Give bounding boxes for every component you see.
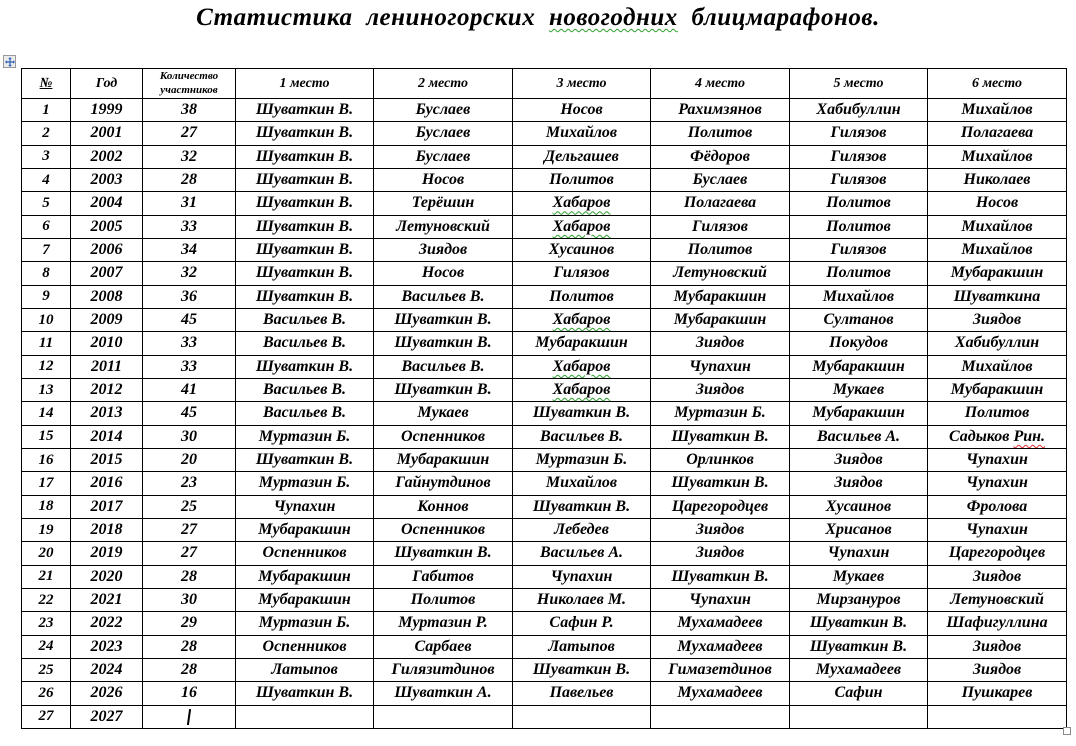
cell-place6[interactable]: Михайлов [928,145,1067,168]
cell-place4[interactable]: Мухамадеев [651,635,790,658]
cell-year[interactable]: 2017 [71,495,143,518]
table-row [22,262,1067,285]
cell-participants[interactable]: 30 [143,425,236,448]
cell-place3[interactable]: Политов [513,285,651,308]
table-row [22,122,1067,145]
table-row [22,425,1067,448]
cell-participants[interactable]: 23 [143,472,236,495]
cell-place1[interactable]: Шуваткин В. [236,99,374,122]
cell-place3[interactable]: Носов [513,99,651,122]
cell-place2[interactable]: Зиядов [374,238,513,261]
cell-participants[interactable]: 31 [143,192,236,215]
cell-year[interactable]: 2023 [71,635,143,658]
table-header-row [22,69,1067,99]
cell-place3[interactable]: Шуваткин В. [513,495,651,518]
cell-place4[interactable]: Мубаракшин [651,308,790,331]
cell-place3[interactable]: Михайлов [513,472,651,495]
cell-place6[interactable]: Зиядов [928,635,1067,658]
cell-place6[interactable]: Полагаева [928,122,1067,145]
cell-place2[interactable]: Габитов [374,565,513,588]
cell-place2[interactable]: Васильев В. [374,285,513,308]
cell-num[interactable]: 13 [22,378,71,401]
cell-participants[interactable]: 29 [143,612,236,635]
cell-place2[interactable]: Буслаев [374,122,513,145]
header-place3[interactable]: 3 место [513,69,651,99]
cell-year[interactable]: 2015 [71,448,143,471]
cell-place4[interactable]: Шуваткин В. [651,565,790,588]
cell-place3[interactable]: Шуваткин В. [513,658,651,681]
cell-num[interactable]: 26 [22,682,71,705]
cell-place5[interactable]: Гилязов [790,145,928,168]
table-row [22,682,1067,705]
cell-place5[interactable]: Мукаев [790,378,928,401]
table-row [22,402,1067,425]
table-row [22,635,1067,658]
cell-place3[interactable]: Хабаров [513,378,651,401]
cell-place6[interactable]: Михайлов [928,215,1067,238]
table-row [22,99,1067,122]
cell-place1[interactable]: Муртазин Б. [236,612,374,635]
cell-place2[interactable]: Шуваткин В. [374,332,513,355]
cell-place2[interactable]: Шуваткин В. [374,378,513,401]
cell-place6[interactable]: Садыков Рин. [928,425,1067,448]
cell-place6[interactable]: Чупахин [928,472,1067,495]
cell-place4[interactable]: Зиядов [651,378,790,401]
cell-year[interactable]: 2014 [71,425,143,448]
cell-place4[interactable]: Политов [651,238,790,261]
table-body [22,99,1067,729]
table-row [22,658,1067,681]
cell-place4[interactable]: Чупахин [651,355,790,378]
cell-place4[interactable]: Мухамадеев [651,612,790,635]
cell-year[interactable]: 2019 [71,542,143,565]
cell-place6[interactable]: Зиядов [928,565,1067,588]
stats-table [21,68,1067,729]
cell-place2[interactable]: Оспенников [374,518,513,541]
cell-place1[interactable]: Шуваткин В. [236,145,374,168]
cell-year[interactable]: 2007 [71,262,143,285]
cell-place5[interactable]: Султанов [790,308,928,331]
cell-participants[interactable]: 33 [143,332,236,355]
cell-num[interactable]: 17 [22,472,71,495]
cell-place6[interactable]: Фролова [928,495,1067,518]
cell-year[interactable]: 2009 [71,308,143,331]
table-row [22,588,1067,611]
cell-place6[interactable]: Летуновский [928,588,1067,611]
cell-year[interactable]: 2001 [71,122,143,145]
cell-place5[interactable]: Мубаракшин [790,355,928,378]
cell-place2[interactable]: Терёшин [374,192,513,215]
cell-place4[interactable]: Гилязов [651,215,790,238]
cell-place2[interactable]: Шуваткин В. [374,308,513,331]
cell-place5[interactable]: Хрисанов [790,518,928,541]
title-text-before: Статистика лениногорских [196,4,549,31]
cell-place1[interactable]: Шуваткин В. [236,355,374,378]
cell-place3[interactable]: Чупахин [513,565,651,588]
cell-place3[interactable]: Павельев [513,682,651,705]
cell-place6[interactable]: Царегородцев [928,542,1067,565]
cell-num[interactable]: 19 [22,518,71,541]
cell-place1[interactable]: Муртазин Б. [236,472,374,495]
cell-participants[interactable]: 27 [143,518,236,541]
table-row [22,285,1067,308]
cell-num[interactable]: 10 [22,308,71,331]
cell-place6[interactable]: Зиядов [928,308,1067,331]
cell-place5[interactable]: Зиядов [790,472,928,495]
cell-place5[interactable]: Мухамадеев [790,658,928,681]
cell-num[interactable]: 7 [22,238,71,261]
cell-num[interactable]: 6 [22,215,71,238]
table-row [22,355,1067,378]
table-row [22,448,1067,471]
cell-place5[interactable]: Гилязов [790,238,928,261]
cell-place1[interactable]: Муртазин Б. [236,425,374,448]
cell-place3[interactable]: Лебедев [513,518,651,541]
cell-place2[interactable]: Гилязитдинов [374,658,513,681]
cell-place6[interactable] [928,705,1067,728]
cell-participants[interactable]: 34 [143,238,236,261]
cell-place5[interactable]: Мубаракшин [790,402,928,425]
cell-num[interactable]: 14 [22,402,71,425]
cell-place2[interactable]: Буслаев [374,99,513,122]
cell-place6[interactable]: Мубаракшин [928,378,1067,401]
cell-place5[interactable]: Мукаев [790,565,928,588]
cell-year[interactable]: 2018 [71,518,143,541]
cell-year[interactable]: 2013 [71,402,143,425]
cell-place4[interactable] [651,705,790,728]
header-year[interactable]: Год [71,69,143,99]
cell-place4[interactable]: Мубаракшин [651,285,790,308]
cell-year[interactable]: 2010 [71,332,143,355]
cell-num[interactable]: 3 [22,145,71,168]
cell-place4[interactable]: Политов [651,122,790,145]
cell-place5[interactable]: Васильев А. [790,425,928,448]
table-row [22,168,1067,191]
cell-participants[interactable]: 32 [143,262,236,285]
cell-place4[interactable]: Муртазин Б. [651,402,790,425]
cell-place3[interactable]: Михайлов [513,122,651,145]
cell-place3[interactable]: Сафин Р. [513,612,651,635]
cell-place1[interactable]: Васильев В. [236,308,374,331]
cell-participants[interactable]: 28 [143,658,236,681]
cell-place1[interactable]: Шуваткин В. [236,285,374,308]
cell-place6[interactable]: Михайлов [928,99,1067,122]
cell-year[interactable]: 2002 [71,145,143,168]
cell-place5[interactable]: Шуваткин В. [790,612,928,635]
cell-place3[interactable]: Хабаров [513,308,651,331]
cell-place3[interactable]: Хабаров [513,192,651,215]
cell-place1[interactable]: Васильев В. [236,402,374,425]
cell-participants[interactable]: 28 [143,168,236,191]
header-num-label: № [39,75,53,91]
cell-place1[interactable]: Шуваткин В. [236,192,374,215]
text-caret [187,709,191,725]
cell-participants[interactable]: 27 [143,542,236,565]
cell-num[interactable]: 12 [22,355,71,378]
cell-place6[interactable]: Носов [928,192,1067,215]
cell-participants[interactable]: 27 [143,122,236,145]
cell-year[interactable]: 2021 [71,588,143,611]
cell-place6[interactable]: Политов [928,402,1067,425]
cell-place6[interactable]: Михайлов [928,355,1067,378]
cell-place4[interactable]: Зиядов [651,518,790,541]
cell-place2[interactable]: Мубаракшин [374,448,513,471]
cell-place3[interactable]: Хабаров [513,215,651,238]
cell-place5[interactable]: Шуваткин В. [790,635,928,658]
table-row [22,612,1067,635]
cell-num[interactable]: 1 [22,99,71,122]
table-row [22,378,1067,401]
cell-participants[interactable]: 33 [143,215,236,238]
cell-place2[interactable]: Шуваткин А. [374,682,513,705]
cell-year[interactable]: 2016 [71,472,143,495]
cell-place4[interactable]: Орлинков [651,448,790,471]
cell-place4[interactable]: Шуваткин В. [651,425,790,448]
cell-place6[interactable]: Зиядов [928,658,1067,681]
table-move-handle[interactable] [3,55,16,68]
cell-num[interactable]: 8 [22,262,71,285]
cell-place6[interactable]: Николаев [928,168,1067,191]
cell-participants[interactable]: 45 [143,402,236,425]
cell-year[interactable]: 2006 [71,238,143,261]
cell-participants[interactable]: 45 [143,308,236,331]
cell-place3[interactable]: Хабаров [513,355,651,378]
cell-year[interactable]: 1999 [71,99,143,122]
cell-place3[interactable]: Николаев М. [513,588,651,611]
cell-place4[interactable]: Фёдоров [651,145,790,168]
cell-place5[interactable]: Чупахин [790,542,928,565]
cell-place3[interactable]: Латыпов [513,635,651,658]
header-place6[interactable]: 6 место [928,69,1067,99]
table-row [22,332,1067,355]
cell-place2[interactable]: Оспенников [374,425,513,448]
cell-num[interactable]: 11 [22,332,71,355]
cell-participants[interactable]: 28 [143,635,236,658]
cell-place5[interactable]: Гилязов [790,122,928,145]
cell-place5[interactable]: Политов [790,215,928,238]
cell-place5[interactable]: Зиядов [790,448,928,471]
cell-participants[interactable]: 20 [143,448,236,471]
cell-place5[interactable] [790,705,928,728]
cell-year[interactable]: 2024 [71,658,143,681]
cell-place6[interactable]: Хабибуллин [928,332,1067,355]
table-row [22,308,1067,331]
cell-num[interactable]: 21 [22,565,71,588]
cell-place3[interactable]: Шуваткин В. [513,402,651,425]
cell-place6[interactable]: Чупахин [928,518,1067,541]
cell-place5[interactable]: Хусаинов [790,495,928,518]
document-title[interactable] [0,4,1076,32]
cell-place2[interactable]: Летуновский [374,215,513,238]
cell-participants[interactable] [143,705,236,728]
cell-year[interactable]: 2005 [71,215,143,238]
table-row [22,238,1067,261]
cell-year[interactable]: 2008 [71,285,143,308]
cell-year[interactable]: 2027 [71,705,143,728]
cell-place1[interactable] [236,705,374,728]
cell-year[interactable]: 2003 [71,168,143,191]
cell-num[interactable]: 16 [22,448,71,471]
cell-participants[interactable]: 30 [143,588,236,611]
cell-participants[interactable]: 38 [143,99,236,122]
cell-place1[interactable]: Васильев В. [236,378,374,401]
cell-year[interactable]: 2020 [71,565,143,588]
table-row [22,518,1067,541]
cell-place3[interactable]: Гилязов [513,262,651,285]
table-resize-handle[interactable] [1063,727,1071,735]
cell-place2[interactable]: Политов [374,588,513,611]
cell-participants[interactable]: 36 [143,285,236,308]
cell-place4[interactable]: Гимазетдинов [651,658,790,681]
table-row [22,495,1067,518]
cell-year[interactable]: 2022 [71,612,143,635]
cell-place2[interactable]: Шуваткин В. [374,542,513,565]
cell-place4[interactable]: Шуваткин В. [651,472,790,495]
cell-num[interactable]: 9 [22,285,71,308]
cell-place3[interactable]: Васильев В. [513,425,651,448]
cell-place3[interactable]: Хусаинов [513,238,651,261]
cell-place1[interactable]: Оспенников [236,542,374,565]
cell-participants[interactable]: 32 [143,145,236,168]
cell-num[interactable]: 15 [22,425,71,448]
cell-year[interactable]: 2011 [71,355,143,378]
title-text-after: блицмарафонов. [677,4,880,31]
cell-year[interactable]: 2012 [71,378,143,401]
cell-place5[interactable]: Покудов [790,332,928,355]
cell-participants[interactable]: 33 [143,355,236,378]
cell-num[interactable]: 20 [22,542,71,565]
cell-num[interactable]: 5 [22,192,71,215]
cell-place1[interactable]: Шуваткин В. [236,238,374,261]
cell-place2[interactable]: Сарбаев [374,635,513,658]
cell-place3[interactable]: Политов [513,168,651,191]
cell-place1[interactable]: Васильев В. [236,332,374,355]
cell-place5[interactable]: Сафин [790,682,928,705]
cell-place4[interactable]: Чупахин [651,588,790,611]
four-way-arrow-icon [5,57,15,67]
cell-num[interactable]: 23 [22,612,71,635]
cell-place4[interactable]: Рахимзянов [651,99,790,122]
title-misspelled-word: новогодних [548,4,678,31]
cell-place5[interactable]: Гилязов [790,168,928,191]
table-row [22,542,1067,565]
table-row [22,145,1067,168]
cell-place4[interactable]: Летуновский [651,262,790,285]
cell-place4[interactable]: Мухамадеев [651,682,790,705]
cell-place1[interactable]: Латыпов [236,658,374,681]
cell-place2[interactable]: Муртазин Р. [374,612,513,635]
cell-place3[interactable] [513,705,651,728]
cell-place1[interactable]: Чупахин [236,495,374,518]
cell-num[interactable]: 27 [22,705,71,728]
cell-place6[interactable]: Шафигуллина [928,612,1067,635]
cell-place2[interactable]: Коннов [374,495,513,518]
table-row [22,565,1067,588]
header-num[interactable] [22,69,71,99]
cell-num[interactable]: 22 [22,588,71,611]
cell-place5[interactable]: Мирзануров [790,588,928,611]
cell-place4[interactable]: Зиядов [651,542,790,565]
cell-place2[interactable]: Носов [374,262,513,285]
cell-num[interactable]: 4 [22,168,71,191]
table-row [22,472,1067,495]
table-row [22,215,1067,238]
header-place2[interactable]: 2 место [374,69,513,99]
cell-place1[interactable]: Оспенников [236,635,374,658]
cell-place6[interactable]: Михайлов [928,238,1067,261]
cell-place4[interactable]: Зиядов [651,332,790,355]
cell-place5[interactable]: Хабибуллин [790,99,928,122]
cell-num[interactable]: 18 [22,495,71,518]
cell-place2[interactable]: Носов [374,168,513,191]
cell-place4[interactable]: Полагаева [651,192,790,215]
cell-participants[interactable]: 25 [143,495,236,518]
header-place1[interactable]: 1 место [236,69,374,99]
cell-year[interactable]: 2004 [71,192,143,215]
cell-participants[interactable]: 16 [143,682,236,705]
cell-place1[interactable]: Шуваткин В. [236,168,374,191]
cell-participants[interactable]: 41 [143,378,236,401]
cell-participants[interactable]: 28 [143,565,236,588]
header-place5[interactable]: 5 место [790,69,928,99]
cell-place4[interactable]: Буслаев [651,168,790,191]
cell-place2[interactable]: Буслаев [374,145,513,168]
cell-place2[interactable] [374,705,513,728]
cell-place4[interactable]: Царегородцев [651,495,790,518]
cell-num[interactable]: 25 [22,658,71,681]
cell-place6[interactable]: Пушкарев [928,682,1067,705]
cell-place1[interactable]: Мубаракшин [236,565,374,588]
cell-place3[interactable]: Дельгашев [513,145,651,168]
cell-num[interactable]: 2 [22,122,71,145]
cell-place1[interactable]: Шуваткин В. [236,215,374,238]
cell-place1[interactable]: Мубаракшин [236,588,374,611]
cell-place2[interactable]: Васильев В. [374,355,513,378]
cell-place5[interactable]: Политов [790,192,928,215]
cell-place5[interactable]: Михайлов [790,285,928,308]
header-participants[interactable]: Количество участников [143,69,236,99]
cell-place3[interactable]: Муртазин Б. [513,448,651,471]
cell-place1[interactable]: Шуваткин В. [236,262,374,285]
table-row [22,705,1067,728]
cell-place6[interactable]: Шуваткина [928,285,1067,308]
cell-place1[interactable]: Шуваткин В. [236,682,374,705]
cell-place6[interactable]: Мубаракшин [928,262,1067,285]
cell-place6[interactable]: Чупахин [928,448,1067,471]
header-place4[interactable]: 4 место [651,69,790,99]
cell-place1[interactable]: Мубаракшин [236,518,374,541]
cell-place1[interactable]: Шуваткин В. [236,448,374,471]
cell-place1[interactable]: Шуваткин В. [236,122,374,145]
cell-place3[interactable]: Васильев А. [513,542,651,565]
cell-place5[interactable]: Политов [790,262,928,285]
cell-year[interactable]: 2026 [71,682,143,705]
cell-place3[interactable]: Мубаракшин [513,332,651,355]
cell-place2[interactable]: Гайнутдинов [374,472,513,495]
cell-place2[interactable]: Мукаев [374,402,513,425]
cell-num[interactable]: 24 [22,635,71,658]
table-row [22,192,1067,215]
